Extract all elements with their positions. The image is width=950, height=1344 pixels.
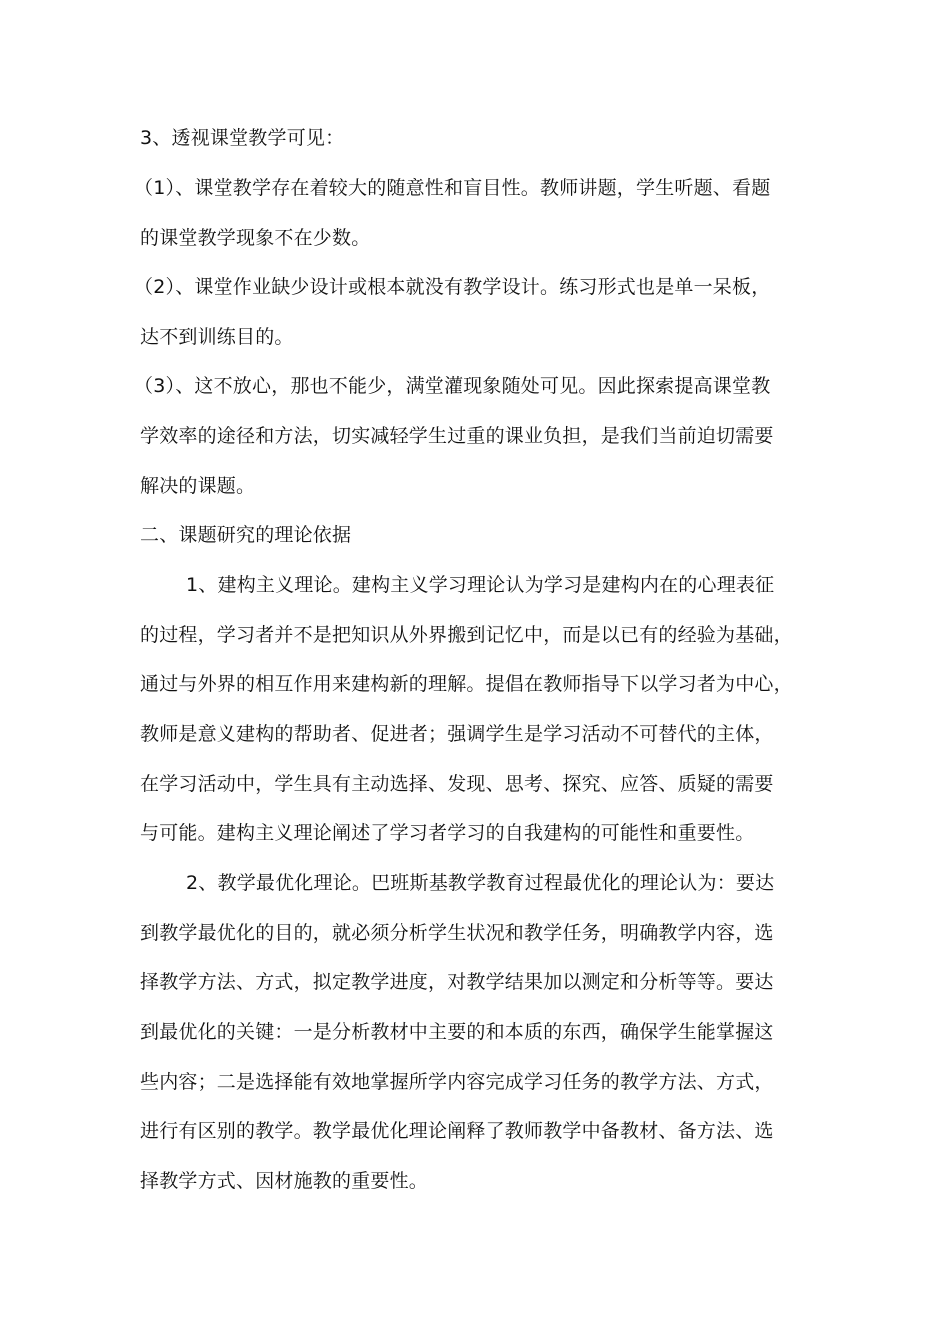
- paragraph-line: 的过程，学习者并不是把知识从外界搬到记忆中，而是以已有的经验为基础，: [140, 624, 793, 646]
- paragraph-line: 进行有区别的教学。教学最优化理论阐释了教师教学中备教材、备方法、选: [140, 1120, 774, 1142]
- paragraph-line: 2、教学最优化理论。巴班斯基教学教育过程最优化的理论认为：要达: [186, 872, 775, 894]
- section-heading: 二、课题研究的理论依据: [140, 524, 352, 546]
- paragraph-line: 解决的课题。: [140, 475, 256, 497]
- paragraph-line: 1、建构主义理论。建构主义学习理论认为学习是建构内在的心理表征: [186, 574, 775, 596]
- paragraph-line: 些内容；二是选择能有效地掌握所学内容完成学习任务的教学方法、方式，: [140, 1071, 774, 1093]
- paragraph-line: 的课堂教学现象不在少数。: [140, 227, 371, 249]
- paragraph-line: 达不到训练目的。: [140, 326, 294, 348]
- paragraph-line: 与可能。建构主义理论阐述了学习者学习的自我建构的可能性和重要性。: [140, 822, 755, 844]
- paragraph-line: 学效率的途径和方法，切实减轻学生过重的课业负担，是我们当前迫切需要: [140, 425, 774, 447]
- paragraph-line: 到最优化的关键：一是分析教材中主要的和本质的东西，确保学生能掌握这: [140, 1021, 774, 1043]
- paragraph-line: 教师是意义建构的帮助者、促进者；强调学生是学习活动不可替代的主体，: [140, 723, 774, 745]
- paragraph-line: （2）、课堂作业缺少设计或根本就没有教学设计。练习形式也是单一呆板，: [134, 276, 771, 298]
- paragraph-line: 在学习活动中，学生具有主动选择、发现、思考、探究、应答、质疑的需要: [140, 773, 774, 795]
- section-heading: 3、透视课堂教学可见：: [140, 127, 345, 149]
- paragraph-line: 到教学最优化的目的，就必须分析学生状况和教学任务，明确教学内容，选: [140, 922, 774, 944]
- paragraph-line: （1）、课堂教学存在着较大的随意性和盲目性。教师讲题，学生听题、看题: [134, 177, 771, 199]
- paragraph-line: （3）、这不放心，那也不能少，满堂灌现象随处可见。因此探索提高课堂教: [134, 375, 771, 397]
- paragraph-line: 择教学方法、方式，拟定教学进度，对教学结果加以测定和分析等等。要达: [140, 971, 774, 993]
- paragraph-line: 择教学方式、因材施教的重要性。: [140, 1170, 429, 1192]
- paragraph-line: 通过与外界的相互作用来建构新的理解。提倡在教师指导下以学习者为中心，: [140, 673, 793, 695]
